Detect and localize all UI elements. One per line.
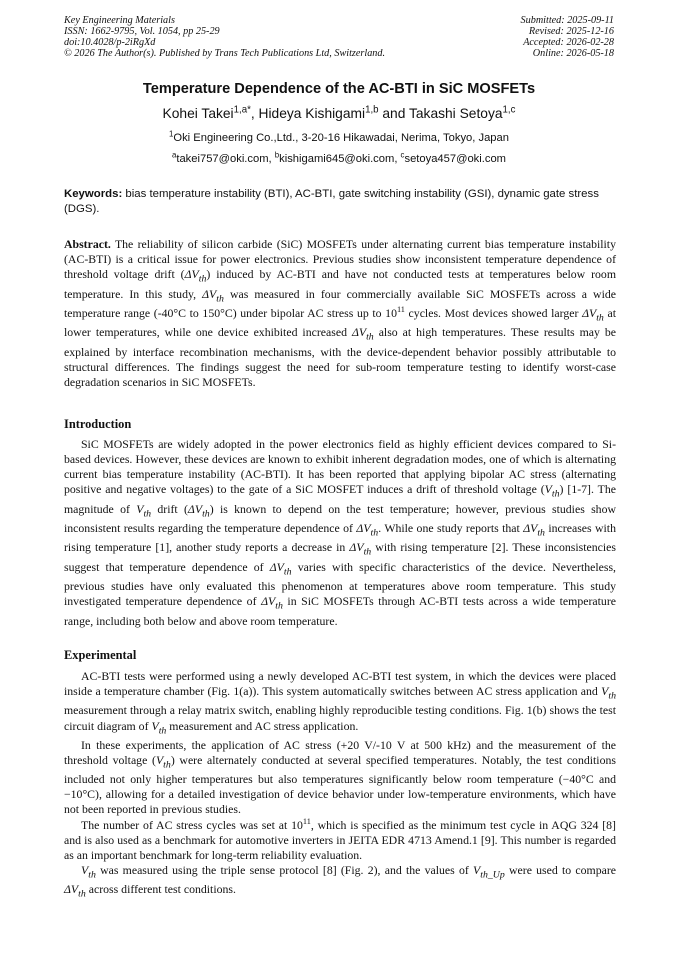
author-affil-marker: 1,c	[502, 104, 516, 116]
publication-dates	[521, 15, 614, 59]
email-address[interactable]: takei757@oki.com	[176, 153, 269, 165]
email-address[interactable]: kishigami645@oki.com	[279, 153, 395, 165]
email-marker: c	[400, 150, 405, 160]
abstract-label: Abstract.	[64, 237, 111, 251]
affiliation	[0, 129, 678, 144]
date-online: Online: 2026-05-18	[532, 48, 614, 59]
paragraph: $V_{th}$ was measured using the triple sense protocol [8] (Fig. 2), and the values of $V_{th\_Up}$ were used to compare $\Delta V_{th}$ across different test conditions.	[64, 862, 616, 900]
affiliation-text: Oki Engineering Co.,Ltd., 3-20-16 Hikawadai, Nerima, Tokyo, Japan	[173, 132, 509, 144]
journal-issn: ISSN: 1662-9795, Vol. 1054, pp 25-29	[64, 26, 220, 37]
paper-title: Temperature Dependence of the AC-BTI in SiC MOSFETs	[142, 81, 536, 97]
date-accepted: Accepted: 2026-02-28	[523, 37, 614, 48]
email-address[interactable]: setoya457@oki.com	[404, 153, 506, 165]
journal-doi: doi:10.4028/p-2iRgXd	[64, 37, 156, 48]
author-list	[0, 106, 678, 121]
date-revised: Revised: 2025-12-16	[528, 26, 614, 37]
introduction-body	[64, 437, 616, 629]
keywords-label: Keywords:	[64, 188, 123, 200]
section-heading-introduction: Introduction	[64, 417, 132, 431]
paragraph: In these experiments, the application of AC stress (+20 V/-10 V at 500 kHz) and the measurement of the threshold voltage $(V_{th})$ were alternately conducted at several specified temperatures. Notably, the test conditions included not only higher temperatures but also temperatures significantly below room temperature (−40°C and −10°C), allowing for a detailed investigation of device behavior under low-temperature environments, which have not been reported in previous studies.	[64, 737, 616, 817]
email-marker: a	[171, 150, 177, 160]
author-name: Takashi Setoya	[408, 106, 503, 121]
section-heading-experimental: Experimental	[64, 648, 137, 662]
experimental-body	[64, 669, 616, 901]
date-submitted: Submitted: 2025-09-11	[520, 15, 614, 26]
abstract-text: The reliability of silicon carbide (SiC) MOSFETs under alternating current bias temperature instability (AC-BTI) is a critical issue for power electronics. Previous studies show inconsistent temperature dependence of threshold voltage drift $(\Delta V_{th})$ induced by AC-BTI and have not conducted tests at temperatures below room temperature. In this study, $\Delta V_{th}$ was measured in four commercially available SiC MOSFETs across a wide temperature range (-40°C to 150°C) under bipolar AC stress up to $10^{11}$ cycles. Most devices showed larger $\Delta V_{th}$ at lower temperatures, while one device exhibited increased $\Delta V_{th}$ also at high temperatures. These results may be explained by interface recombination mechanisms, with the device-dependent behavior possibly attributable to structural differences. The findings suggest the need for sub-room temperature testing to identify worst-case degradation scenarios in SiC MOSFETs.	[64, 237, 616, 389]
paragraph: The number of AC stress cycles was set at $10^{11}$, which is specified as the minimum test cycle in AQG 324 [8] and is also used as a benchmark for automotive inverters in JEITA EDR 4713 Amend.1 [9]. This number is regarded as an important benchmark for long-term reliability evaluation.	[64, 816, 616, 862]
author-affil-marker: 1,b	[365, 104, 379, 116]
email-marker: b	[274, 150, 280, 160]
email-list: $^a$takei757@oki.com, $^b$kishigami645@oki.com, $^c$setoya457@oki.com	[171, 150, 506, 165]
author-name: Hideya Kishigami	[258, 106, 366, 121]
keywords	[64, 187, 616, 217]
journal-info	[64, 15, 385, 59]
journal-name: Key Engineering Materials	[64, 15, 175, 26]
keywords-text: bias temperature instability (BTI), AC-BTI, gate switching instability (GSI), dynamic gate stress (DGS).	[64, 188, 599, 215]
author-affil-marker: 1,a*	[233, 104, 251, 116]
abstract	[64, 237, 616, 390]
author-separator: ,	[250, 106, 259, 121]
paragraph: SiC MOSFETs are widely adopted in the power electronics field as highly efficient devices compared to Si-based devices. However, these devices are known to exhibit inherent degradation modes, one of which is alternating current bias temperature instability (AC-BTI). It has been reported that applying bipolar AC stress (alternating positive and negative voltages) to the gate of a SiC MOSFET induces a drift of threshold voltage $(V_{th})$ [1-7]. The magnitude of $V_{th}$ drift $(\Delta V_{th})$ is known to depend on the test temperature; however, previous studies show inconsistent results regarding the temperature dependence of $\Delta V_{th}$. While one study reports that $\Delta V_{th}$ increases with rising temperature [1], another study reports a decrease in $\Delta V_{th}$ with rising temperature [2]. These inconsistencies suggest that temperature dependence of $\Delta V_{th}$ varies with specific characteristics of the device. Nevertheless, previous studies have only evaluated this phenomenon at temperatures above room temperature. This study investigated temperature dependence of $\Delta V_{th}$ in SiC MOSFETs through AC-BTI tests across a wide temperature range, including both below and above room temperature.	[64, 437, 617, 628]
author-name: Kohei Takei	[162, 106, 234, 121]
author-separator: and	[378, 106, 409, 121]
affiliation-marker: 1	[169, 129, 174, 139]
paragraph: AC-BTI tests were performed using a newly developed AC-BTI test system, in which the devices were placed inside a temperature chamber (Fig. 1(a)). This system automatically switches between AC stress application and $V_{th}$ measurement through a relay matrix switch, enabling highly reproducible testing conditions. Fig. 1(b) shows the test circuit diagram of $V_{th}$ measurement and AC stress application.	[64, 669, 616, 736]
journal-copyright: © 2026 The Author(s). Published by Trans Tech Publications Ltd, Switzerland.	[64, 48, 386, 59]
